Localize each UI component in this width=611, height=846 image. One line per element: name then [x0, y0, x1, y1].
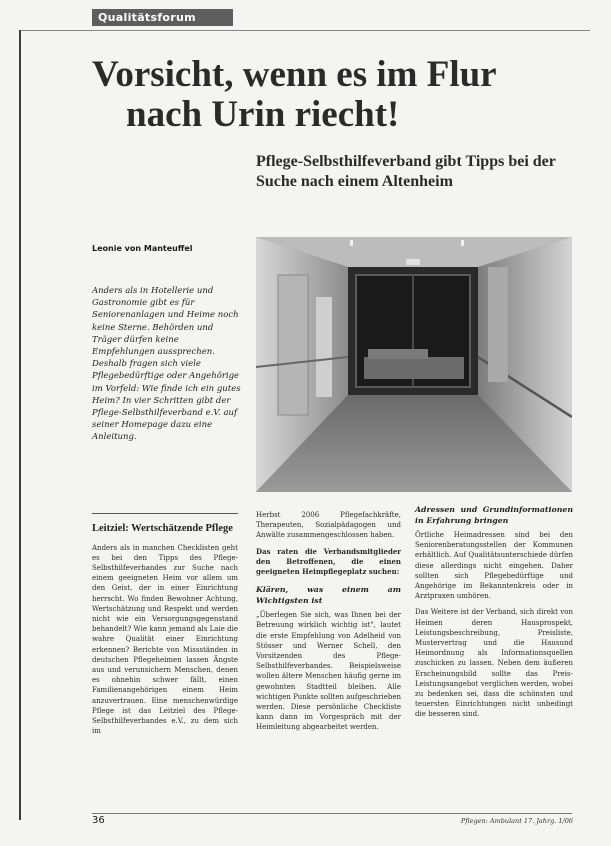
title-line-2: nach Urin riecht! [126, 94, 400, 135]
journal-reference: Pflegen: Ambulant 17. Jahrg. 1/06 [460, 817, 573, 825]
page-number: 36 [92, 815, 105, 826]
title-line-1: Vorsicht, wenn es im Flur [92, 54, 497, 95]
article-title [92, 55, 562, 135]
section-heading: Leitziel: Wertschätzende Pflege [92, 523, 233, 534]
lead-paragraph: Anders als in Hotellerie und Gastronomie gibt es für Seniorenanlagen und Heime noch keine Sterne. Behörden und Träger dürfen keine Empfehlungen aussprechen. Deshalb fragen sich viele Pflegebedürftige oder Angehörige im Vorfeld: Wie finde ich ein gutes Heim? In vier Schritten gibt der Pflege-Selbsthilfeverband e.V. auf seiner Homepage dazu eine Anleitung. [92, 286, 241, 443]
column-3 [415, 497, 573, 726]
body-paragraph: Herbst 2006 Pflegefachkräfte, Therapeuten, Sozialpädagogen und Anwälte zusammengeschlossen haben. [256, 511, 401, 540]
margin-rule [19, 30, 21, 820]
column-rule [92, 513, 238, 514]
subsection-heading: Klären, was einem am Wichtigsten ist [256, 585, 401, 605]
column-1 [92, 515, 238, 742]
body-paragraph: Örtliche Heimadressen sind bei den Seniorenberatungsstellen der Kommunen erhältlich. Auf Qualitätsunterschiede dürfen diese allerdings nicht eingehen. Daher sollten sich Pflegebedürftige und Angehörige im Bekanntenkreis oder in Arztpraxen umhören. [415, 531, 573, 601]
header-rule [20, 30, 590, 31]
bold-paragraph: Das raten die Verbandsmitglieder den Betroffenen, die einen geeigneten Heimpflegeplatz suchen: [256, 546, 401, 577]
author-byline: Leonie von Manteuffel [92, 244, 193, 253]
body-paragraph: Anders als in manchen Checklisten geht es bei den Tipps des Pflege-Selbsthilfeverbandes zur Suche nach einem geeigneten Heim vor allem um den Geist, der in einer Einrichtung herrscht. Wo finden Bewohner Achtung, Wertschätzung und Respekt und werden nicht wie ein Versorgungsgegenstand behandelt? Wie kann jemand als Laie die wahre Qualität einer Einrichtung erkennen? Berichte von Missständen in deutschen Pflegeheimen lassen Ängste aus und verunsichern Menschen, denen es ohnehin schwer fällt, einen Familienangehörigen einem Heim anzuvertrauen. Eine menschenwürdige Pflege ist das Leitziel des Pflege-Selbsthilfeverbandes e.V., zu dem sich im [92, 543, 238, 736]
subsection-heading: Adressen und Grundinformationen in Erfahrung bringen [415, 505, 573, 525]
body-paragraph: Das Weitere ist der Verband, sich direkt von Heimen deren Hausprospekt, Leistungsbeschreibung, Preisliste, Mustervertrag und die Hausund Heimordnung als Informationsquellen zuschicken zu lassen. Neben dem äußeren Erscheinungsbild sollte das Preis-Leistungsangebot verglichen werden, wobei zu bedenken sei, dass die schönsten und teuersten Einrichtungen nicht unbedingt die besseren sind. [415, 608, 573, 719]
body-paragraph: „Überlegen Sie sich, was Ihnen bei der Betreuung wirklich wichtig ist", lautet die erste Empfehlung von Adelheid von Stösser und Werner Schell, den Vorsitzenden des Pflege-Selbsthilfeverbandes. Beispielsweise wollen ältere Menschen häufig gerne im gewohnten Stadtteil bleiben. Alle wichtigen Punkte sollten aufgeschrieben werden. Diese persönliche Checkliste kann dann im Vorgespräch mit der Heimleitung abgearbeitet werden. [256, 611, 401, 732]
corridor-photo [256, 237, 572, 492]
section-tab: Qualitätsforum [92, 9, 233, 26]
column-2 [256, 510, 401, 739]
footer-rule [92, 813, 572, 814]
article-subtitle: Pflege-Selbsthilfeverband gibt Tipps bei der Suche nach einem Altenheim [256, 153, 556, 190]
